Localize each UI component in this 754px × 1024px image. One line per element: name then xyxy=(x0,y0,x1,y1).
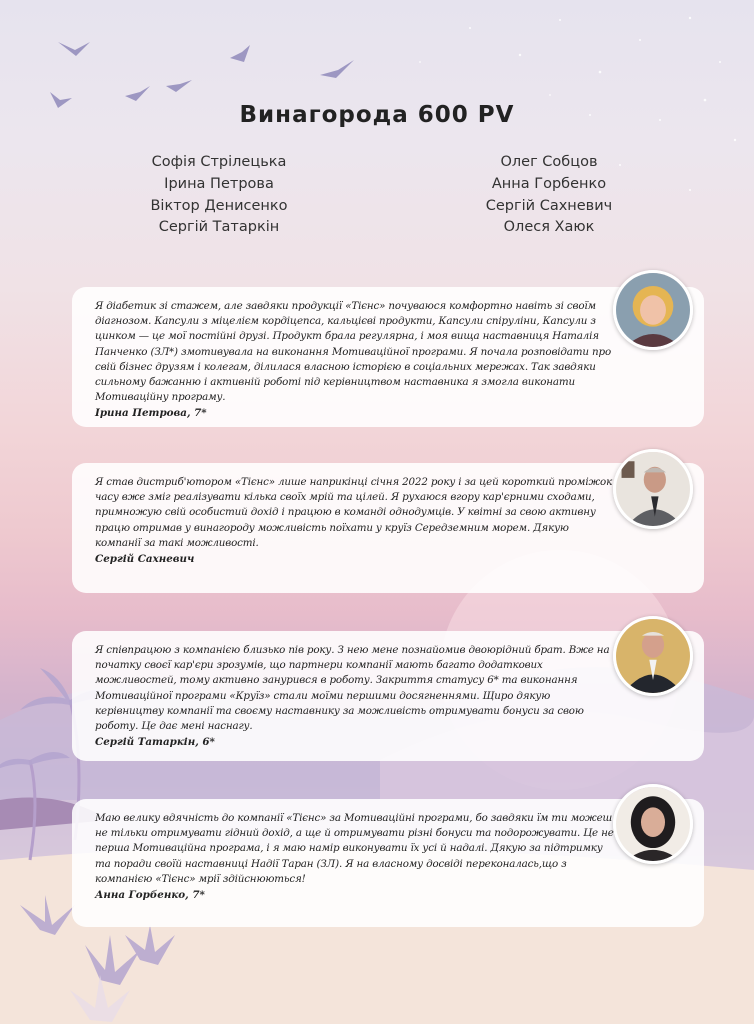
testimonial-text: Я став дистриб'ютором «Тієнс» лише наприкінці січня 2022 року і за цей короткий проміжок часу вже зміг реалізувати кілька своїх мрій та цілей. Я рухаюся вгору кар'єрними сходами, примножую свій особистий дохід і працюю в команді однодумців. У квітні за свою активну працю отримав у винагороду можливість поїхати у круїз Середземним морем. Дякую компанії за такі можливості. xyxy=(95,476,613,549)
winner-name: Анна Горбенко xyxy=(491,175,607,192)
winner-name: Софія Стрілецька xyxy=(151,154,287,170)
testimonial-card xyxy=(72,463,704,593)
author-photo xyxy=(613,270,693,350)
testimonial-text: Маю велику вдячність до компанії «Тієнс» за Мотиваційні програми, бо завдяки їм ти можеш не тільки отримувати гідний дохід, а ще й отримувати різні бонуси та подорожувати. Це не перша Мотиваційна програма, і я маю намір виконувати їх усі й надалі. Дякую за підтримку та поради своїй наставниці Надії Таран (ЗЛ). Я на власному досвіді переконалась,що з компанією «Тієнс» мрії здійснюються! xyxy=(95,812,614,885)
winner-name: Олеся Хаюк xyxy=(503,219,595,236)
testimonial-text: Я діабетик зі стажем, але завдяки продукції «Тієнс» почуваюся комфортно навіть зі своїм діагнозом. Капсули з міцелієм кордіцепса, кальцієві продукти, Капсули спіруліни, Капсули з цинком — це мої постійні друзі. Продукт брала регулярна, і моя вища наставниця Наталія Панченко (ЗЛ*) змотивувала на виконання Мотиваційної програми. Я почала розповідати про свій бізнес друзям і колегам, ділилася власною історією в соціальних мережах. Так завдяки сильному бажанню і активній роботі під керівництвом наставника я змогла виконати Мотиваційну програму. xyxy=(95,300,611,404)
winner-name: Олег Собцов xyxy=(500,154,598,170)
testimonial-card xyxy=(72,631,704,761)
author-photo xyxy=(613,616,693,696)
testimonial-card xyxy=(72,799,704,927)
author-photo xyxy=(613,784,693,864)
author-photo xyxy=(613,449,693,529)
winner-name: Сергій Татаркін xyxy=(158,219,280,236)
page-title: Винагорода 600 PV xyxy=(239,102,515,128)
winner-name: Ірина Петрова xyxy=(164,175,274,192)
testimonial-author: Анна Горбенко, 7* xyxy=(95,889,205,902)
winner-name: Віктор Денисенко xyxy=(150,197,288,214)
testimonial-author: Сергій Сахневич xyxy=(95,553,195,566)
testimonial-card xyxy=(72,287,704,427)
birds-decoration xyxy=(50,42,354,108)
winners-list-right xyxy=(399,152,699,239)
testimonial-author: Ірина Петрова, 7* xyxy=(95,407,207,420)
winner-name: Сергій Сахневич xyxy=(485,197,613,214)
testimonial-text: Я співпрацюю з компанією близько пів року. З нею мене познайомив двоюрідний брат. Вже на початку своєї кар'єри зрозумів, що партнери компанії мають багато додаткових можливостей, тому активно занурився в роботу. Закриття статусу 6* та виконання Мотиваційної програми «Круїз» стали моїми першими досягненнями. Щиро дякую керівництву компанії та своєму наставнику за можливість отримувати бонуси за свою роботу. Це дає мені наснагу. xyxy=(95,644,610,733)
winners-list-left xyxy=(69,152,369,239)
testimonial-author: Сергій Татаркін, 6* xyxy=(95,736,215,749)
